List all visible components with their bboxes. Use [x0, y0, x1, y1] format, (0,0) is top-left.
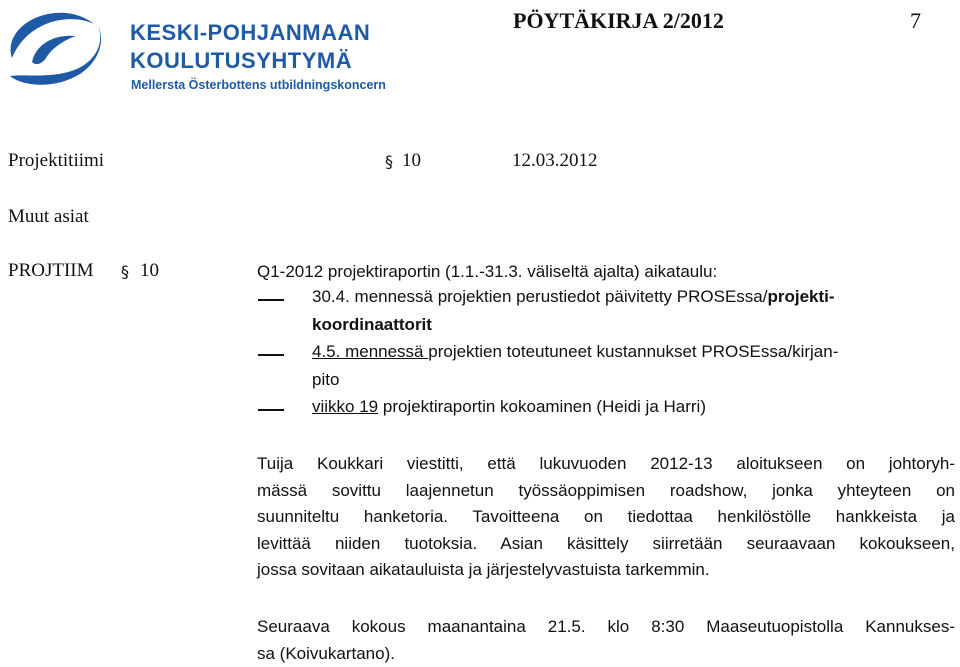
bullet-2-line2: pito: [312, 370, 339, 390]
item-intro: Q1-2012 projektiraportin (1.1.-31.3. väliseltä ajalta) aikataulu:: [257, 262, 717, 282]
paragraph-line: jossa sovitaan aikatauluista ja järjestelyvastuista tarkemmin.: [257, 557, 955, 584]
organization-logo: [2, 6, 114, 92]
section-sign-icon: §: [385, 152, 393, 171]
item-number: 10: [140, 260, 159, 282]
section-heading: Muut asiat: [8, 206, 89, 228]
item-label: PROJTIIM: [8, 260, 94, 282]
org-subtitle: Mellersta Österbottens utbildningskoncern: [131, 78, 386, 92]
document-title: PÖYTÄKIRJA 2/2012: [513, 8, 724, 34]
meeting-date: 12.03.2012: [512, 150, 598, 172]
bullet-1-line1: 30.4. mennessä projektien perustiedot päivitetty PROSEssa/projekti-: [312, 287, 835, 307]
bullet-2-line1: 4.5. mennessä projektien toteutuneet kustannukset PROSEssa/kirjan-: [312, 342, 838, 362]
section-sign-icon: §: [121, 262, 129, 281]
dash-bullet-icon: [258, 299, 284, 301]
paragraph-line: suunniteltu hanketoria. Tavoitteena on tiedottaa henkilöstölle hankkeista ja: [257, 504, 955, 531]
paragraph-line: Seuraava kokous maanantaina 21.5. klo 8:30 Maaseutuopistolla Kannukses-: [257, 614, 955, 641]
org-name-line1: KESKI-POHJANMAAN: [130, 20, 370, 46]
meeting-body: Projektitiimi: [8, 150, 104, 172]
paragraph-line: Tuija Koukkari viestitti, että lukuvuoden 2012-13 aloitukseen on johtoryh-: [257, 451, 955, 478]
page-number: 7: [910, 8, 921, 34]
meeting-number: 10: [402, 150, 421, 172]
paragraph-line: sa (Koivukartano).: [257, 641, 955, 667]
next-meeting-paragraph: [257, 614, 955, 667]
dash-bullet-icon: [258, 354, 284, 356]
bullet-1-line2: koordinaattorit: [312, 315, 432, 335]
bullet-3-line1: viikko 19 projektiraportin kokoaminen (Heidi ja Harri): [312, 397, 706, 417]
discussion-paragraph: [257, 451, 955, 584]
paragraph-line: mässä sovittu laajennetun työssäoppimisen roadshow, jonka yhteyteen on: [257, 478, 955, 505]
dash-bullet-icon: [258, 409, 284, 411]
paragraph-line: levittää niiden tuotoksia. Asian käsittely siirretään seuraavaan kokoukseen,: [257, 531, 955, 558]
org-name-line2: KOULUTUSYHTYMÄ: [130, 48, 352, 74]
